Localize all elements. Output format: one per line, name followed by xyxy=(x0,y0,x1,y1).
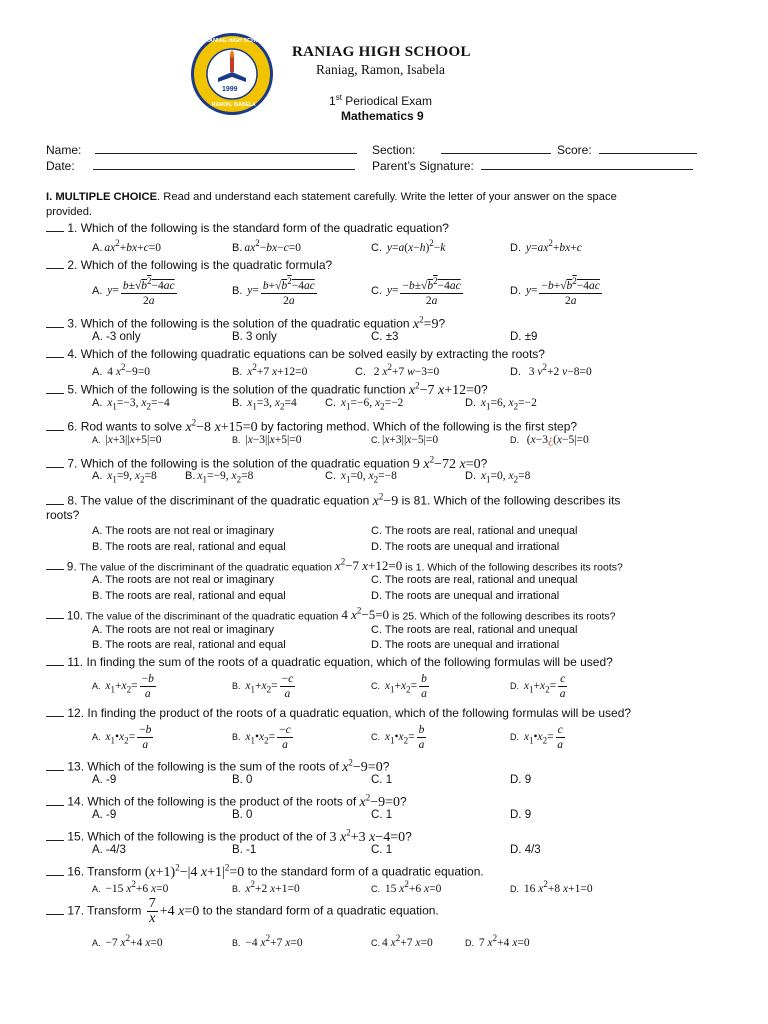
q5-option-a: A. $x_1=-3$, $x_2=-4$ xyxy=(92,397,170,412)
answer-blank[interactable] xyxy=(46,760,64,771)
parent-signature-blank[interactable] xyxy=(481,159,693,170)
instructions-heading: I. MULTIPLE CHOICE xyxy=(46,191,158,203)
answer-blank[interactable] xyxy=(46,221,64,232)
question-11 xyxy=(46,655,613,669)
date-label: Date: xyxy=(46,159,75,173)
question-text: Which of the following quadratic equations can be solved easily by extracting the roots? xyxy=(80,347,545,361)
q16-option-d: D. 16 $x^2+8$ x+1=0 xyxy=(510,879,593,895)
question-text: Rod wants to solve xyxy=(80,419,183,434)
name-field[interactable] xyxy=(46,143,357,157)
question-9: 9. The value of the discriminant of the quadratic equation $x^2-7$ x+12=0 is 1. Which of the following describes its roots? xyxy=(46,557,623,574)
question-number: 11. xyxy=(67,655,84,669)
q13-option-a: A. -9 xyxy=(92,774,117,786)
q7-option-b: B. $x_1=-9$, $x_2=8$ xyxy=(185,470,254,485)
q6-option-b: B. |x−3||x+5|=0 xyxy=(232,434,302,446)
q6-option-a: A. |x+3||x+5|=0 xyxy=(92,434,162,446)
question-text-b: is 25. Which of the following describes its roots? xyxy=(391,610,616,623)
section-field[interactable] xyxy=(372,143,551,157)
question-14: 14. Which of the following is the product of the roots of $x^2-9=0$? xyxy=(46,792,407,811)
question-13: 13. Which of the following is the sum of the roots of $x^2-9=0$? xyxy=(46,757,389,776)
q4-option-c: C. 2 $x^2+7$ w−3=0 xyxy=(355,362,440,378)
q1-option-b: B. $ax^2-bx-c=0$ xyxy=(232,238,301,254)
q3-option-a: A. -3 only xyxy=(92,331,141,343)
q15-option-b: B. -1 xyxy=(232,844,257,856)
answer-blank[interactable] xyxy=(46,420,64,431)
question-5: 5. Which of the following is the solution of the quadratic function $x^2-7$ x+12=0? xyxy=(46,380,488,399)
score-label: Score: xyxy=(557,143,592,157)
q15-option-c: C. 1 xyxy=(371,844,393,856)
question-2 xyxy=(46,258,332,272)
q6-option-d: D. (x−3¿(x−5|=0 xyxy=(510,434,589,446)
q5-option-b: B. $x_1=3$, $x_2=4$ xyxy=(232,397,297,412)
instructions xyxy=(46,191,617,203)
question-number: 3. xyxy=(67,316,78,331)
q1-option-a: A. $ax^2+bx+c=0$ xyxy=(92,238,161,254)
school-address: Raniag, Ramon, Isabela xyxy=(316,62,445,77)
answer-blank[interactable] xyxy=(46,608,64,619)
question-text: Which of the following is the solution of the quadratic equation xyxy=(80,316,410,331)
q17-option-a: A. −7 $x^2+4$ x=0 xyxy=(92,933,163,949)
question-number: 14. xyxy=(67,794,85,809)
answer-blank[interactable] xyxy=(46,494,64,505)
answer-blank[interactable] xyxy=(46,383,64,394)
question-text: In finding the sum of the roots of a quadratic equation, which of the following formulas will be used? xyxy=(86,655,613,669)
q3-option-b: B. 3 only xyxy=(232,331,277,343)
question-8: 8. The value of the discriminant of the quadratic equation $x^2-9$ is 81. Which of the following describes its xyxy=(46,491,620,510)
question-text-b: to the standard form of a quadratic equation. xyxy=(202,903,439,918)
q10-option-a: A. The roots are not real or imaginary xyxy=(92,624,274,636)
question-text-b: is 81. Which of the following describes its xyxy=(401,493,621,508)
date-field[interactable] xyxy=(46,159,355,173)
question-number: 15. xyxy=(67,829,85,844)
question-number: 10. xyxy=(66,610,83,623)
question-text: The value of the discriminant of the quadratic equation xyxy=(79,561,332,574)
q2-option-b: B. y= $\frac{b+√b^2-4ac}{2a}$ xyxy=(232,276,315,307)
question-number: 1. xyxy=(67,221,78,235)
school-name: RANIAG HIGH SCHOOL xyxy=(292,44,471,60)
question-number: 16. xyxy=(67,864,85,879)
q7-option-c: C. $x_1=0$, $x_2=-8$ xyxy=(325,470,397,485)
q8-option-a: A. The roots are not real or imaginary xyxy=(92,525,274,537)
question-17: 17. Transform $\frac{7}{x}$ +4 x=0 to the standard form of a quadratic equation. xyxy=(46,897,439,926)
question-text: Which of the following is the quadratic formula? xyxy=(80,258,333,272)
q9-option-c: C. The roots are real, rational and unequal xyxy=(371,574,578,586)
q10-option-c: C. The roots are real, rational and unequal xyxy=(371,624,578,636)
question-12 xyxy=(46,706,631,720)
seal-text-bottom: RAMON, ISABELA xyxy=(212,102,256,108)
question-1 xyxy=(46,221,449,235)
question-number: 2. xyxy=(67,258,78,272)
answer-blank[interactable] xyxy=(46,830,64,841)
q15-option-d: D. 4/3 xyxy=(510,844,541,856)
name-blank[interactable] xyxy=(95,143,357,154)
question-8-cont: roots? xyxy=(46,508,80,522)
q9-option-a: A. The roots are not real or imaginary xyxy=(92,574,274,586)
question-text: Which of the following is the product of the of xyxy=(87,829,327,844)
q11-option-a: A. $x_1+x_2=$ $\frac{-b}{a}$ xyxy=(92,673,154,700)
question-number: 7. xyxy=(67,456,78,471)
q8-option-c: C. The roots are real, rational and unequal xyxy=(371,525,578,537)
q15-option-a: A. -4/3 xyxy=(92,844,126,856)
q14-option-c: C. 1 xyxy=(371,809,393,821)
question-number: 4. xyxy=(67,347,78,361)
answer-blank[interactable] xyxy=(46,258,64,269)
parent-signature-field[interactable] xyxy=(372,159,693,173)
name-label: Name: xyxy=(46,143,82,157)
question-number: 5. xyxy=(67,382,78,397)
q12-option-b: B. $x_1•x_2=$ $\frac{-c}{a}$ xyxy=(232,724,291,751)
question-text-b: by factoring method. Which of the following is the first step? xyxy=(260,419,578,434)
answer-blank[interactable] xyxy=(46,457,64,468)
question-text: Which of the following is the standard form of the quadratic equation? xyxy=(80,221,449,235)
q4-option-d: D. 3 $v^2+2$ v−8=0 xyxy=(510,362,592,378)
answer-blank[interactable] xyxy=(46,655,64,666)
q4-option-a: A. 4 $x^2-9=0$ xyxy=(92,362,150,378)
answer-blank[interactable] xyxy=(46,317,64,328)
date-blank[interactable] xyxy=(93,159,355,170)
q8-option-d: D. The roots are unequal and irrational xyxy=(371,541,560,553)
q9-option-d: D. The roots are unequal and irrational xyxy=(371,590,560,602)
q2-option-d: D. y= $\frac{-b+√b^2-4ac}{2a}$ xyxy=(510,276,600,307)
question-6: 6. Rod wants to solve $x^2-8$ x+15=0 by factoring method. Which of the following is the first step? xyxy=(46,417,577,436)
parent-signature-label: Parent’s Signature: xyxy=(372,159,474,173)
question-number: 8. xyxy=(67,493,78,508)
question-16: 16. Transform $(x+1)^2-|4$ $x+1|^2=0$ to the standard form of a quadratic equation. xyxy=(46,862,484,881)
section-label: Section: xyxy=(372,143,416,157)
q2-option-c: C. y= $\frac{-b\pm√b^2-4ac}{2a}$ xyxy=(371,276,461,307)
q14-option-d: D. 9 xyxy=(510,809,532,821)
seal-year: 1999 xyxy=(222,86,238,93)
question-text: In finding the product of the roots of a quadratic equation, which of the following formulas will be used? xyxy=(87,706,632,720)
question-number: 9. xyxy=(66,561,77,574)
q16-option-a: A. −15 $x^2+6$ x=0 xyxy=(92,879,169,895)
q3-option-c: C. ±3 xyxy=(371,331,399,343)
q7-option-d: D. $x_1=0$, $x_2=8$ xyxy=(465,470,531,485)
answer-blank[interactable] xyxy=(46,904,64,915)
seal-text-top: RANIAG HIGH SCHOOL xyxy=(205,38,268,44)
q13-option-d: D. 9 xyxy=(510,774,532,786)
q17-option-c: C. 4 $x^2+7$ x=0 xyxy=(371,933,433,949)
score-blank[interactable] xyxy=(599,143,697,154)
question-number: 6. xyxy=(67,419,78,434)
question-text: Which of the following is the product of the roots of xyxy=(87,794,357,809)
q14-option-a: A. -9 xyxy=(92,809,117,821)
question-text-b: is 1. Which of the following describes its roots? xyxy=(405,561,623,574)
q12-option-d: D. $x_1•x_2=$ $\frac{c}{a}$ xyxy=(510,724,564,751)
question-10: 10. The value of the discriminant of the quadratic equation 4 $x^2-5=0$ is 25. Which of the following describes its roots? xyxy=(46,606,615,623)
q8-option-b: B. The roots are real, rational and equal xyxy=(92,541,286,553)
q2-option-a: A. y= $\frac{b\pm√b^2-4ac}{2a}$ xyxy=(92,276,175,307)
q7-option-a: A. $x_1=9$, $x_2=8$ xyxy=(92,470,157,485)
q9-option-b: B. The roots are real, rational and equal xyxy=(92,590,286,602)
question-text: Which of the following is the sum of the roots of xyxy=(87,759,339,774)
question-text: Transform xyxy=(87,864,142,879)
q11-option-d: D. $x_1+x_2=$ $\frac{c}{a}$ xyxy=(510,673,566,700)
q3-option-d: D. ±9 xyxy=(510,331,538,343)
question-text: Which of the following is the solution of the quadratic function xyxy=(80,382,406,397)
answer-blank[interactable] xyxy=(46,795,64,806)
q14-option-b: B. 0 xyxy=(232,809,253,821)
question-text: Transform xyxy=(87,903,142,918)
q1-option-c: C. $y=a(x-h)^2-k$ xyxy=(371,238,446,254)
q10-option-d: D. The roots are unequal and irrational xyxy=(371,639,560,651)
question-text: The value of the discriminant of the quadratic equation xyxy=(85,610,339,623)
question-text: The value of the discriminant of the quadratic equation xyxy=(80,493,370,508)
q13-option-b: B. 0 xyxy=(232,774,253,786)
q17-option-b: B. −4 $x^2+7$ x=0 xyxy=(232,933,303,949)
answer-blank[interactable] xyxy=(46,706,64,717)
section-blank[interactable] xyxy=(441,143,551,154)
q5-option-c: C. $x_1=-6$, $x_2=-2$ xyxy=(325,397,404,412)
q1-option-d: D. $y=ax^2+bx+c$ xyxy=(510,238,582,254)
question-7: 7. Which of the following is the solution of the quadratic equation 9 $x^2-72$ x=0? xyxy=(46,454,487,473)
answer-blank[interactable] xyxy=(46,559,64,570)
answer-blank[interactable] xyxy=(46,347,64,358)
instructions-text: . Read and understand each statement carefully. Write the letter of your answer on the space xyxy=(157,191,617,203)
q13-option-c: C. 1 xyxy=(371,774,393,786)
answer-blank[interactable] xyxy=(46,865,64,876)
q17-option-d: D. 7 $x^2+4$ x=0 xyxy=(465,933,530,949)
q16-option-c: C. 15 $x^2+6$ x=0 xyxy=(371,879,442,895)
q6-option-c: C. |x+3||x−5|=0 xyxy=(371,434,439,446)
q11-option-b: B. $x_1+x_2=$ $\frac{-c}{a}$ xyxy=(232,673,294,700)
instructions-text-2: provided. xyxy=(46,206,93,218)
school-seal xyxy=(190,32,274,116)
question-4 xyxy=(46,347,545,361)
exam-subject: Mathematics 9 xyxy=(341,109,424,123)
q11-option-c: C. $x_1+x_2=$ $\frac{b}{a}$ xyxy=(371,673,427,700)
exam-title: 1st Periodical Exam xyxy=(329,93,432,108)
q10-option-b: B. The roots are real, rational and equal xyxy=(92,639,286,651)
question-number: 17. xyxy=(67,903,85,918)
question-number: 13. xyxy=(67,759,85,774)
q12-option-c: C. $x_1•x_2=$ $\frac{b}{a}$ xyxy=(371,724,425,751)
q5-option-d: D. $x_1=6$, $x_2=-2$ xyxy=(465,397,537,412)
question-15: 15. Which of the following is the product of the of 3 $x^2+3$ x−4=0? xyxy=(46,827,412,846)
question-3: 3. Which of the following is the solution of the quadratic equation $x^2=9$? xyxy=(46,314,445,333)
question-text: Which of the following is the solution of the quadratic equation xyxy=(80,456,410,471)
q4-option-b: B. $x^2+7$ x+12=0 xyxy=(232,362,308,378)
q16-option-b: B. $x^2+2$ x+1=0 xyxy=(232,879,300,895)
question-text-b: to the standard form of a quadratic equation. xyxy=(247,864,484,879)
q12-option-a: A. $x_1•x_2=$ $\frac{-b}{a}$ xyxy=(92,724,152,751)
question-number: 12. xyxy=(67,706,85,720)
score-field[interactable] xyxy=(557,143,697,157)
